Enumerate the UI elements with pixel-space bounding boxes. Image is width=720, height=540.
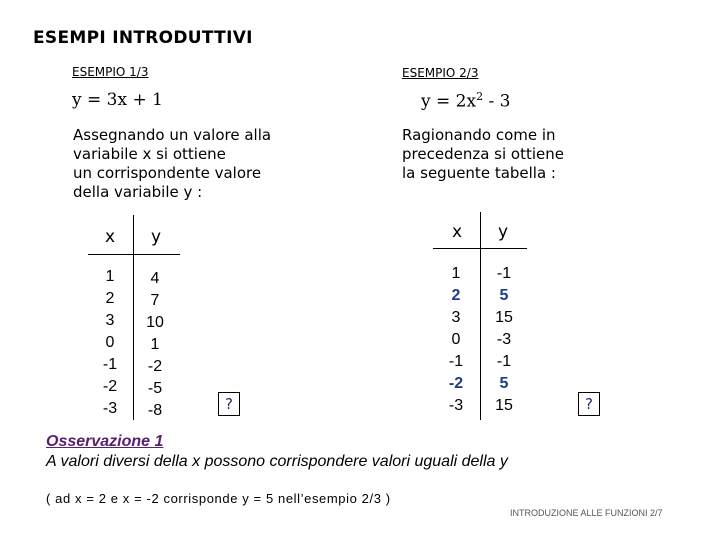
table2-x-cell-highlighted: -2	[448, 375, 464, 392]
table1-x-cell: 2	[105, 290, 115, 307]
table2-y-cell-highlighted: 5	[499, 375, 509, 392]
slide-footer: INTRODUZIONE ALLE FUNZIONI 2/7	[510, 508, 663, 518]
example1-equation: y = 3x + 1	[72, 90, 163, 110]
example2-text-line: Ragionando come in	[402, 126, 556, 144]
table1-x-cell: 0	[105, 334, 115, 351]
table1-y-cell: 10	[146, 314, 164, 331]
page-title: ESEMPI INTRODUTTIVI	[33, 28, 253, 48]
table2-column-rule	[480, 212, 481, 420]
example2-equation-exponent: 2	[476, 90, 484, 103]
example2-question-box[interactable]: ?	[578, 392, 600, 416]
table2-header-y: y	[497, 222, 509, 242]
example2-equation-main: y = 2x	[421, 91, 477, 112]
table1-x-cell: -3	[102, 400, 118, 417]
table2-y-cell: 15	[495, 397, 513, 414]
table1-x-cell: -2	[102, 378, 118, 395]
table2-y-cell: -1	[496, 353, 512, 370]
example1-text-line: un corrispondente valore	[73, 164, 262, 182]
table1-header-x: x	[104, 227, 116, 247]
table2-x-cell-highlighted: 2	[451, 287, 461, 304]
table2-x-cell: 0	[451, 331, 461, 348]
table1-x-cell: -1	[102, 356, 118, 373]
example1-label: ESEMPIO 1/3	[72, 65, 149, 79]
table2-y-cell: 15	[495, 309, 513, 326]
table1-y-cell: -2	[147, 358, 163, 375]
table1-y-cell: 1	[150, 336, 160, 353]
table1-column-rule	[133, 215, 134, 420]
example1-text-line: Assegnando un valore alla	[73, 126, 272, 144]
table1-x-cell: 3	[105, 312, 115, 329]
example2-text-line: la seguente tabella :	[402, 164, 556, 182]
table1-header-y: y	[150, 227, 162, 247]
table1-x-column	[92, 266, 128, 420]
example2-text	[402, 126, 564, 183]
table2-y-column	[486, 263, 522, 417]
table1-y-cell: -8	[147, 402, 163, 419]
table2-y-cell: -1	[496, 265, 512, 282]
example1-text-line: variabile x si ottiene	[73, 145, 226, 163]
table2-header-x: x	[451, 222, 463, 242]
observation-note: ( ad x = 2 e x = -2 corrisponde y = 5 nell’esempio 2/3 )	[46, 491, 391, 506]
table1-y-cell: 4	[150, 270, 160, 287]
example1-text	[73, 126, 271, 202]
table2-x-cell: 1	[451, 265, 461, 282]
observation-text: A valori diversi della x possono corrispondere valori uguali della y	[46, 453, 508, 470]
table2-y-cell: -3	[496, 331, 512, 348]
example1-text-line: della variabile y :	[73, 183, 203, 201]
example2-label: ESEMPIO 2/3	[402, 66, 479, 80]
table1-header-rule	[88, 254, 180, 255]
table2-y-cell-highlighted: 5	[499, 287, 509, 304]
table2-x-cell: -1	[448, 353, 464, 370]
example2-equation-tail: - 3	[483, 91, 511, 112]
example2-equation	[421, 90, 510, 112]
table1-y-cell: 7	[150, 292, 160, 309]
table2-x-cell: 3	[451, 309, 461, 326]
table2-x-column	[438, 263, 474, 417]
example1-question-box[interactable]: ?	[218, 392, 240, 416]
table1-y-column	[137, 268, 173, 422]
table1-y-cell: -5	[147, 380, 163, 397]
table2-x-cell: -3	[448, 397, 464, 414]
observation-title: Osservazione 1	[46, 433, 164, 450]
example2-text-line: precedenza si ottiene	[402, 145, 564, 163]
table1-x-cell: 1	[105, 268, 115, 285]
